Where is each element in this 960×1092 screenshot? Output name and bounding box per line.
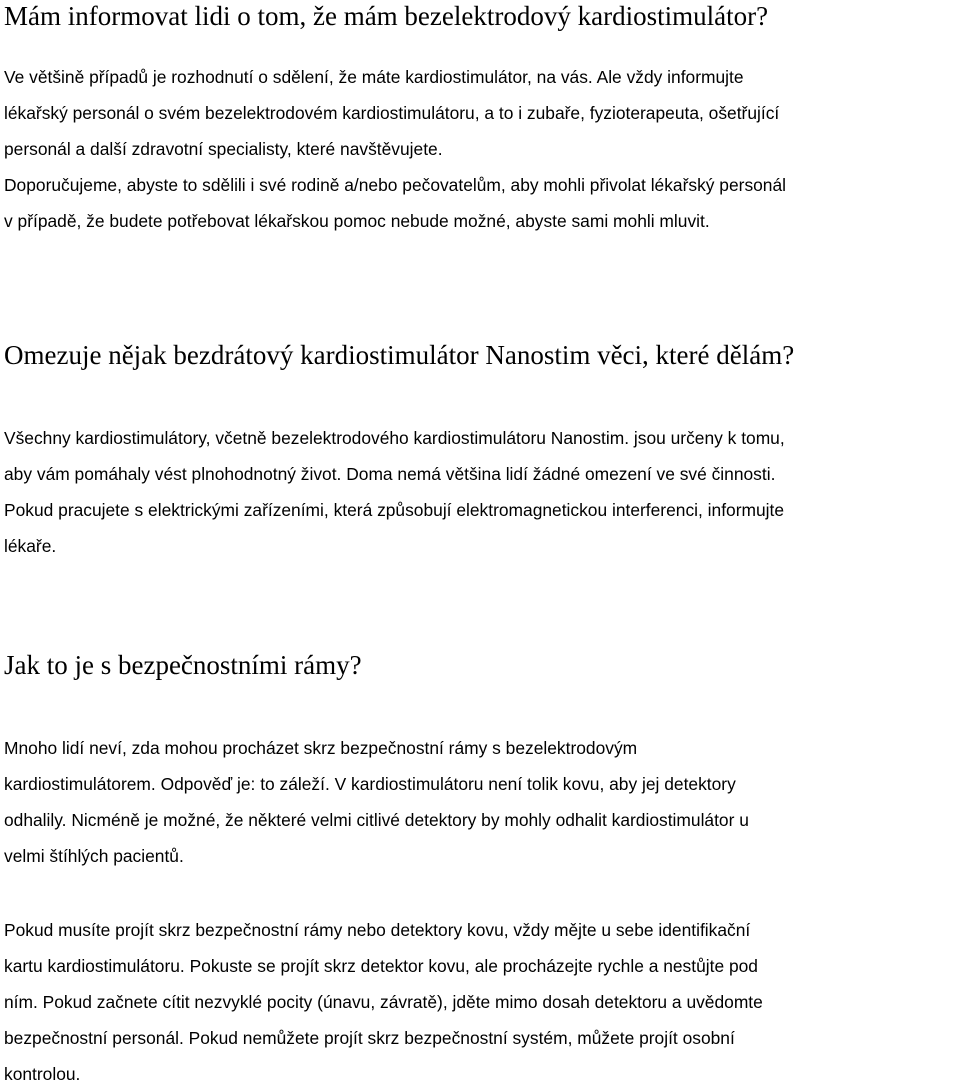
text-line: lékařský personál o svém bezelektrodovém kardiostimulátoru, a to i zubaře, fyzioterapeuta, ošetřující	[4, 103, 780, 123]
text-line: Ve většině případů je rozhodnutí o sdělení, že máte kardiostimulátor, na vás. Ale vždy informujte	[4, 67, 744, 87]
paragraph-inform-people	[4, 59, 958, 239]
paragraph-limitations	[4, 420, 958, 564]
text-line: Pokud musíte projít skrz bezpečnostní rámy nebo detektory kovu, vždy mějte u sebe identifikační	[4, 920, 751, 940]
text-line: bezpečnostní personál. Pokud nemůžete projít skrz bezpečnostní systém, můžete projít osobní	[4, 1028, 735, 1048]
text-line: kartu kardiostimulátoru. Pokuste se projít skrz detektor kovu, ale procházejte rychle a nestůjte pod	[4, 956, 758, 976]
text-line: kardiostimulátorem. Odpověď je: to záleží. V kardiostimulátoru není tolik kovu, aby jej detektory	[4, 774, 736, 794]
heading-limitations: Omezuje nějak bezdrátový kardiostimulátor Nanostim věci, které dělám?	[4, 340, 795, 370]
text-line: lékaře.	[4, 536, 57, 556]
text-line: kontrolou.	[4, 1064, 81, 1084]
text-line: Pokud pracujete s elektrickými zařízeními, která způsobují elektromagnetickou interferenci, informujte	[4, 500, 785, 520]
text-line: odhalily. Nicméně je možné, že některé velmi citlivé detektory by mohly odhalit kardiostimulátor u	[4, 810, 749, 830]
text-line: Všechny kardiostimulátory, včetně bezelektrodového kardiostimulátoru Nanostim. jsou určeny k tomu,	[4, 428, 785, 448]
text-line: Doporučujeme, abyste to sdělili i své rodině a/nebo pečovatelům, aby mohli přivolat lékařský personál	[4, 175, 787, 195]
text-line: v případě, že budete potřebovat lékařskou pomoc nebude možné, abyste sami mohli mluvit.	[4, 211, 710, 231]
text-line: personál a další zdravotní specialisty, které navštěvujete.	[4, 139, 443, 159]
heading-security-frames: Jak to je s bezpečnostními rámy?	[4, 650, 362, 680]
text-line: ním. Pokud začnete cítit nezvyklé pocity (únavu, závratě), jděte mimo dosah detektoru a uvědomte	[4, 992, 763, 1012]
paragraph-security-frames-2	[4, 912, 958, 1092]
paragraph-security-frames-1	[4, 730, 958, 874]
text-line: aby vám pomáhaly vést plnohodnotný život. Doma nemá většina lidí žádné omezení ve své činnosti.	[4, 464, 776, 484]
text-line: velmi štíhlých pacientů.	[4, 846, 184, 866]
heading-inform-people: Mám informovat lidi o tom, že mám bezelektrodový kardiostimulátor?	[4, 1, 769, 31]
text-line: Mnoho lidí neví, zda mohou procházet skrz bezpečnostní rámy s bezelektrodovým	[4, 738, 638, 758]
